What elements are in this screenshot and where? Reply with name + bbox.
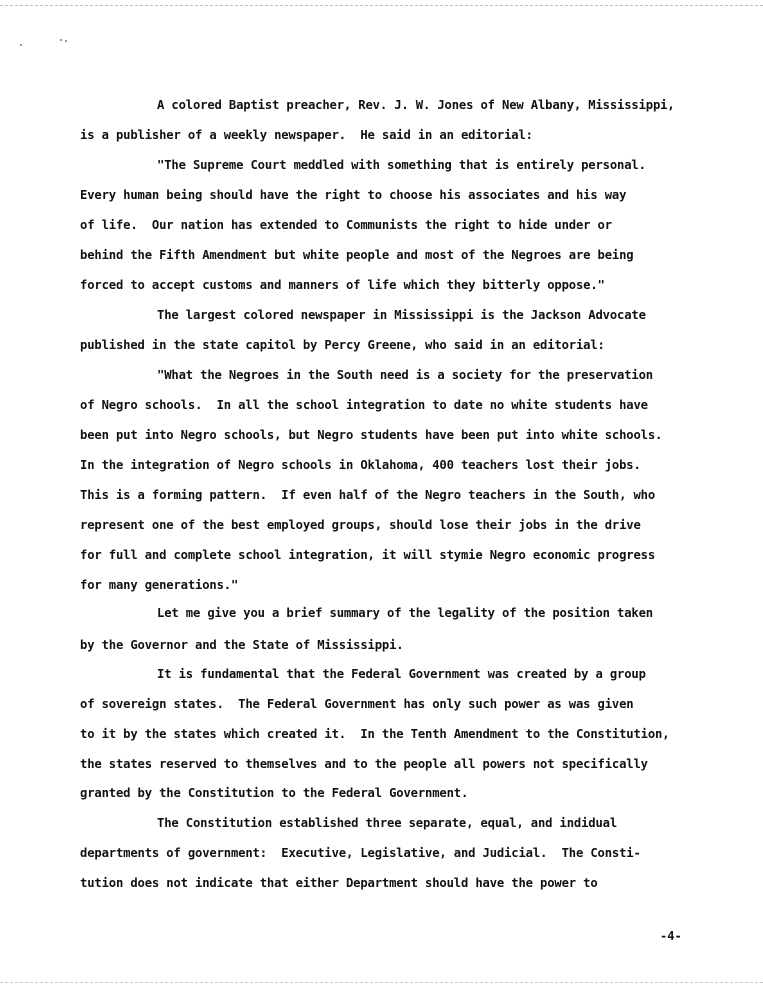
text-line: Every human being should have the right to choose his associates and his way [80,188,627,202]
text-line: the states reserved to themselves and to the people all powers not specifically [80,757,648,771]
page-number: -4- [660,929,682,943]
text-line: In the integration of Negro schools in Oklahoma, 400 teachers lost their jobs. [80,458,641,472]
text-line: The Constitution established three separate, equal, and indidual [157,816,617,830]
page-bottom-edge [0,982,763,983]
text-line: Let me give you a brief summary of the legality of the position taken [157,606,653,620]
text-line: is a publisher of a weekly newspaper. He said in an editorial: [80,128,533,142]
text-line: of life. Our nation has extended to Communists the right to hide under or [80,218,612,232]
text-line: This is a forming pattern. If even half of the Negro teachers in the South, who [80,488,655,502]
text-line: departments of government: Executive, Legislative, and Judicial. The Consti- [80,846,641,860]
text-line: of sovereign states. The Federal Government has only such power as was given [80,697,634,711]
text-line: "What the Negroes in the South need is a society for the preservation [157,368,653,382]
text-line: of Negro schools. In all the school integration to date no white students have [80,398,648,412]
text-line: behind the Fifth Amendment but white people and most of the Negroes are being [80,248,634,262]
text-line: for full and complete school integration, it will stymie Negro economic progress [80,548,655,562]
text-line: "The Supreme Court meddled with something that is entirely personal. [157,158,646,172]
text-line: published in the state capitol by Percy Greene, who said in an editorial: [80,338,605,352]
text-line: represent one of the best employed groups, should lose their jobs in the drive [80,518,641,532]
text-line: been put into Negro schools, but Negro students have been put into white schools. [80,428,663,442]
text-line: granted by the Constitution to the Federal Government. [80,786,469,800]
text-line: forced to accept customs and manners of life which they bitterly oppose." [80,278,605,292]
text-line: A colored Baptist preacher, Rev. J. W. Jones of New Albany, Mississippi, [157,98,675,112]
text-line: for many generations." [80,578,239,592]
text-line: It is fundamental that the Federal Government was created by a group [157,667,646,681]
text-line: by the Governor and the State of Mississippi. [80,638,404,652]
text-line: to it by the states which created it. In the Tenth Amendment to the Constitution, [80,727,670,741]
text-line: The largest colored newspaper in Mississippi is the Jackson Advocate [157,308,646,322]
text-line: tution does not indicate that either Department should have the power to [80,876,598,890]
